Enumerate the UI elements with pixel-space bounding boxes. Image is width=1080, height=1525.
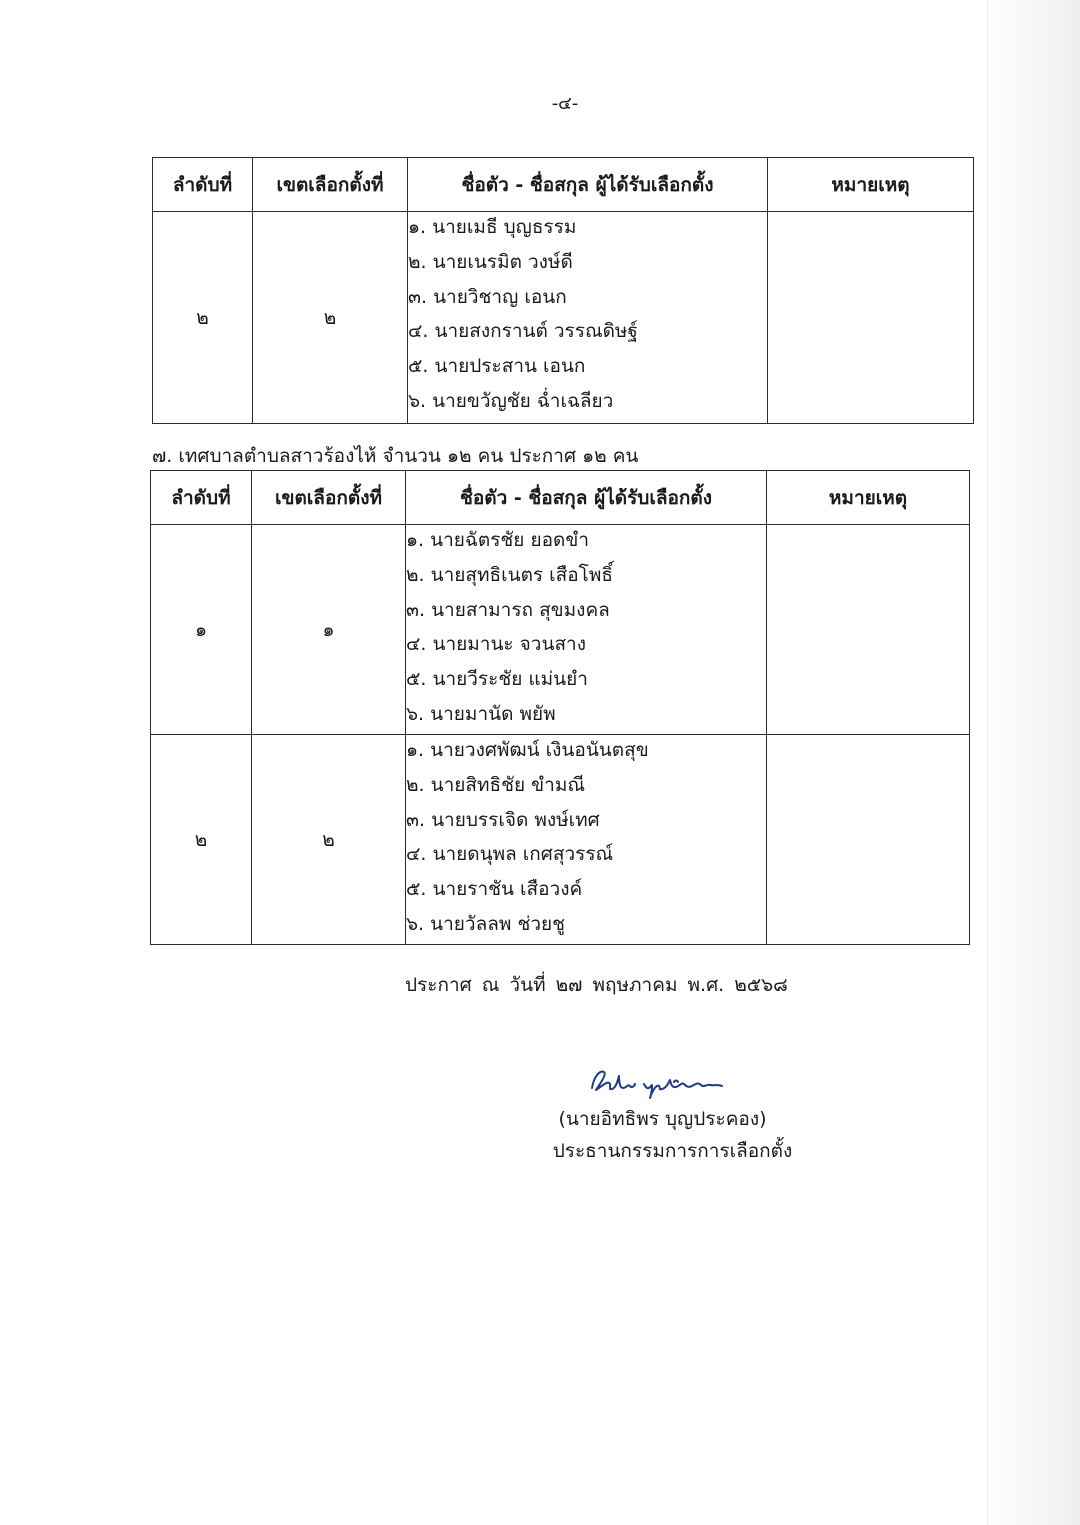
member-name: ๑. นายเมธี บุญธรรม bbox=[408, 216, 577, 238]
header-district: เขตเลือกตั้งที่ bbox=[253, 158, 408, 212]
header-district: เขตเลือกตั้งที่ bbox=[252, 471, 406, 525]
district-cell: ๒ bbox=[253, 212, 408, 424]
member-name: ๖. นายวัลลพ ช่วยชู bbox=[406, 912, 566, 935]
header-names: ชื่อตัว - ชื่อสกุล ผู้ได้รับเลือกตั้ง bbox=[406, 471, 767, 525]
announcement-date: ประกาศ ณ วันที่ ๒๗ พฤษภาคม พ.ศ. ๒๕๖๘ bbox=[405, 974, 788, 996]
member-name: ๕. นายประสาน เอนก bbox=[408, 355, 586, 378]
table-row bbox=[153, 212, 974, 424]
header-remark: หมายเหตุ bbox=[767, 471, 970, 525]
member-name: ๕. นายราชัน เสือวงค์ bbox=[406, 878, 583, 901]
member-name: ๒. นายเนรมิต วงษ์ดี bbox=[408, 250, 573, 273]
page-edge-line bbox=[987, 0, 988, 1525]
member-name: ๓. นายบรรเจิด พงษ์เทศ bbox=[406, 808, 600, 831]
page-edge-shadow bbox=[984, 0, 1080, 1525]
member-name: ๔. นายดนุพล เกศสุวรรณ์ bbox=[406, 843, 614, 866]
order-cell: ๑ bbox=[151, 525, 252, 735]
order-cell: ๒ bbox=[153, 212, 253, 424]
member-name: ๑. นายวงศพัฒน์ เงินอนันตสุข bbox=[406, 739, 649, 761]
member-name: ๔. นายมานะ จวนสาง bbox=[406, 633, 587, 656]
member-name: ๖. นายมานัด พยัพ bbox=[406, 702, 556, 725]
signature-image bbox=[586, 1062, 736, 1102]
names-cell bbox=[406, 525, 767, 735]
table-header-row bbox=[151, 471, 970, 525]
member-name: ๓. นายวิชาญ เอนก bbox=[408, 285, 567, 308]
names-cell bbox=[408, 212, 768, 424]
header-remark: หมายเหตุ bbox=[768, 158, 974, 212]
section-heading: ๗. เทศบาลตำบลสาวร้องไห้ จำนวน ๑๒ คน ประกาศ ๑๒ คน bbox=[152, 445, 639, 467]
header-names: ชื่อตัว - ชื่อสกุล ผู้ได้รับเลือกตั้ง bbox=[408, 158, 768, 212]
member-name: ๔. นายสงกรานต์ วรรณดิษฐ์ bbox=[408, 320, 638, 343]
remark-cell bbox=[767, 525, 970, 735]
elected-members-table-1 bbox=[152, 157, 974, 424]
district-cell: ๑ bbox=[252, 525, 406, 735]
header-order: ลำดับที่ bbox=[151, 471, 252, 525]
table-row bbox=[151, 525, 970, 735]
remark-cell bbox=[767, 735, 970, 945]
order-cell: ๒ bbox=[151, 735, 252, 945]
member-name: ๓. นายสามารถ สุขมงคล bbox=[406, 598, 610, 621]
member-name: ๒. นายสิทธิชัย ขำมณี bbox=[406, 773, 585, 796]
district-cell: ๒ bbox=[252, 735, 406, 945]
signer-name: (นายอิทธิพร บุญประคอง) bbox=[558, 1108, 767, 1130]
table-row bbox=[151, 735, 970, 945]
table-header-row bbox=[153, 158, 974, 212]
member-name: ๖. นายขวัญชัย ฉ่ำเฉลียว bbox=[408, 389, 614, 412]
names-cell bbox=[406, 735, 767, 945]
member-name: ๑. นายฉัตรชัย ยอดขำ bbox=[406, 529, 590, 551]
signer-title: ประธานกรรมการการเลือกตั้ง bbox=[552, 1140, 793, 1162]
page-number: -๔- bbox=[551, 93, 579, 114]
elected-members-table-2 bbox=[150, 470, 970, 945]
member-name: ๕. นายวีระชัย แม่นยำ bbox=[406, 668, 588, 691]
member-name: ๒. นายสุทธิเนตร เสือโพธิ์ bbox=[406, 563, 614, 586]
header-order: ลำดับที่ bbox=[153, 158, 253, 212]
remark-cell bbox=[768, 212, 974, 424]
